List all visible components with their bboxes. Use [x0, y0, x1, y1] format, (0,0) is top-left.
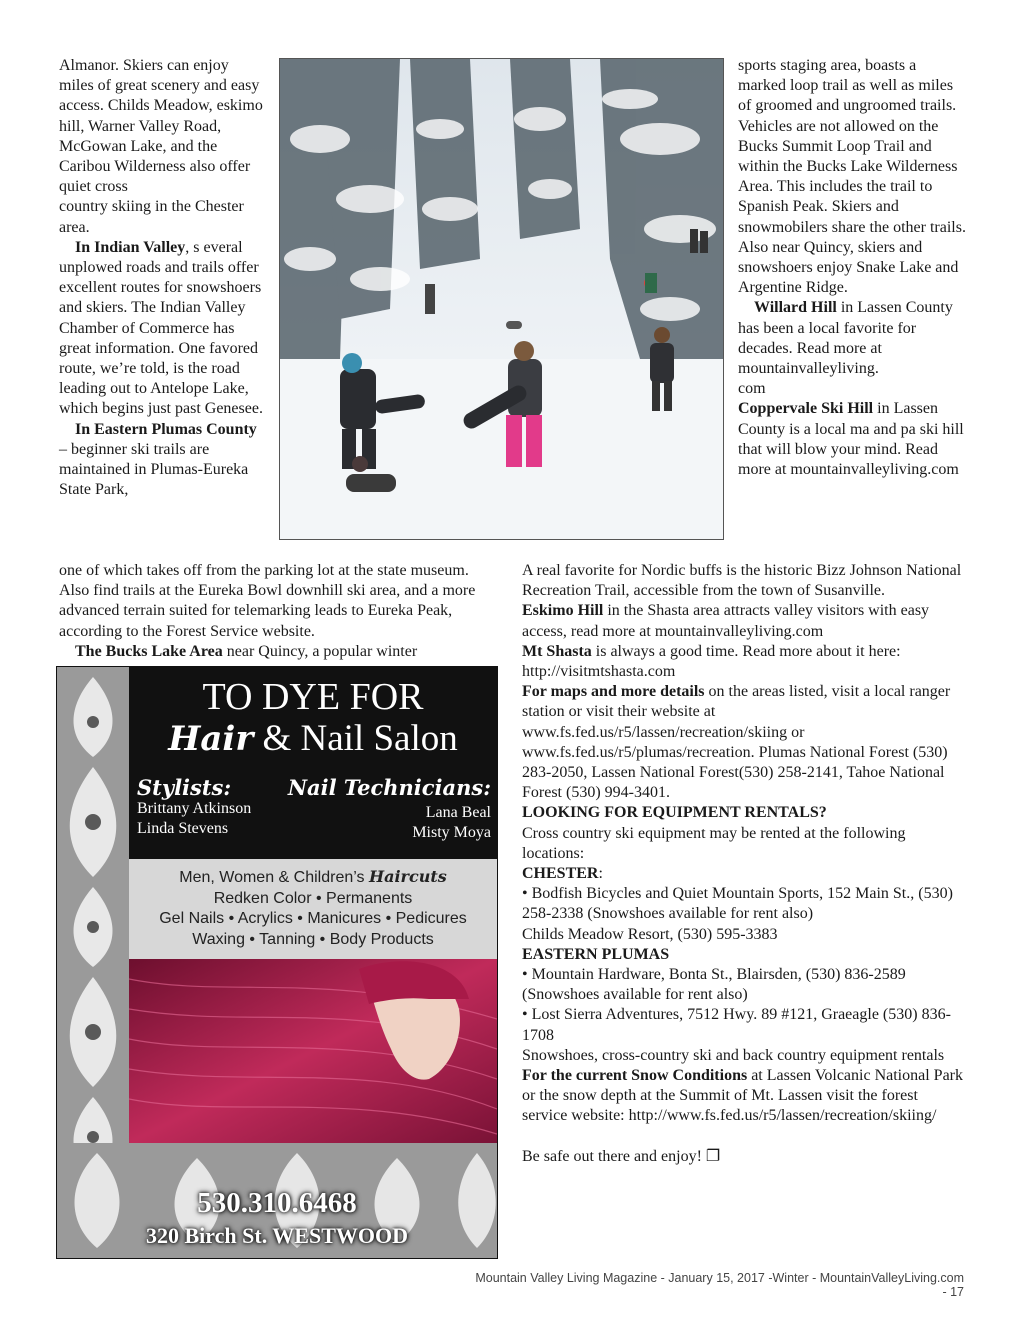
- text-mt-shasta: is always a good time. Read more about it here: http://visitmtshasta.com: [522, 642, 901, 681]
- list-item-chester-2: Childs Meadow Resort, (530) 595-3383: [522, 925, 778, 943]
- paragraph-coppervale: [738, 399, 968, 480]
- page-footer: Mountain Valley Living Magazine - January 15, 2017 -Winter - MountainValleyLiving.com - 17: [475, 1271, 964, 1299]
- ad-services-line2: Redken Color • Permanents: [213, 889, 413, 907]
- list-item-eastern-2: • Lost Sierra Adventures, 7512 Hwy. 89 #121, Graeagle (530) 836-1708: [522, 1006, 951, 1044]
- ad-address: 320 Birch St. WESTWOOD: [145, 1223, 408, 1248]
- text-maps: on the areas listed, visit a local ranger station or visit their website at www.fs.fed.us/r5/lassen/recreation/skiing or www.fs.fed.us/r5/plumas/recreation. Plumas National Forest (530) 283-2050, Lassen National Forest(530) 258-2141, Tahoe National Forest (530) 994-3401.: [522, 683, 951, 802]
- snow-photo-illustration: [280, 59, 723, 539]
- heading-willard-hill: Willard Hill: [754, 299, 837, 317]
- paragraph-eskimo-hill: [522, 601, 967, 641]
- ad-title-line2: [129, 717, 497, 760]
- paragraph-bucks-lake-cont: sports staging area, boasts a marked loop trail as well as miles of groomed and ungroomed trails. Vehicles are not allowed on the Bucks Summit Loop Trail and within the Bucks Lake Wilderness Area. This includes the trail to Spanish Peak. Skiers and snowmobilers share the other trails. Also near Quincy, skiers and snowshoers enjoy Snake Lake and Argentine Ridge.: [738, 57, 966, 297]
- ad-services-line3: Gel Nails • Acrylics • Manicures • Pedicures: [159, 910, 467, 927]
- heading-chester-text: CHESTER: [522, 865, 599, 883]
- paragraph-eastern-plumas-cont: one of which takes off from the parking lot at the state museum. Also find trails at the Eureka Bowl downhill ski area, and a more advanced terrain suited for telemarking leads to Eureka Peak, according to the Forest Service website.: [59, 562, 476, 640]
- heading-chester: [522, 864, 967, 884]
- list-item-eastern-1: • Mountain Hardware, Bonta St., Blairsden, (530) 836-2589 (Snowshoes available for rent also): [522, 966, 906, 1004]
- article-wide-right: [522, 561, 967, 1167]
- text-willard-hill: in Lassen County has been a local favorite for decades. Read more at mountainvalleyliving.: [738, 299, 953, 378]
- paragraph-eastern-plumas: [59, 420, 264, 501]
- text-coppervale: in Lassen County is a local ma and pa ski hill that will blow your mind. Read more at mountainvalleyliving.com: [738, 400, 964, 479]
- article-wide-left: [59, 561, 499, 662]
- ad-nail-label: Nail Technicians:: [287, 775, 491, 800]
- ad-nail-tech-name: Misty Moya: [412, 824, 491, 841]
- spacer: [522, 1127, 967, 1147]
- salon-advertisement: [56, 666, 498, 1259]
- ad-nail-tech-name: Lana Beal: [425, 804, 491, 821]
- ad-services-line4: Waxing • Tanning • Body Products: [192, 930, 434, 948]
- paragraph-indian-valley: [59, 238, 264, 420]
- heading-eastern-plumas-rentals-text: EASTERN PLUMAS: [522, 945, 670, 963]
- list-item-chester-1: • Bodfish Bicycles and Quiet Mountain Sports, 152 Main St., (530) 258-2338 (Snowshoes available for rent also): [522, 885, 953, 923]
- text-bucks-lake: near Quincy, a popular winter: [222, 642, 418, 660]
- paragraph-equipment: Snowshoes, cross-country ski and back country equipment rentals: [522, 1046, 945, 1064]
- paragraph-snow-conditions: [522, 1066, 967, 1127]
- heading-bucks-lake: The Bucks Lake Area: [75, 642, 223, 660]
- heading-eskimo-hill: Eskimo Hill: [522, 602, 604, 620]
- ad-services-box: [129, 859, 497, 959]
- ad-stylists-label: Stylists:: [137, 775, 232, 800]
- paragraph-mt-shasta: [522, 642, 967, 682]
- heading-coppervale: Coppervale Ski Hill: [738, 400, 874, 418]
- heading-eastern-plumas-rentals: [522, 945, 967, 965]
- heading-snow-conditions: For the current Snow Conditions: [522, 1067, 748, 1085]
- paragraph-bizz-johnson: A real favorite for Nordic buffs is the historic Bizz Johnson National Recreation Trail, accessible from the town of Susanville.: [522, 562, 962, 600]
- paragraph-closing: Be safe out there and enjoy! ❐: [522, 1147, 721, 1165]
- paragraph-willard-hill: [738, 298, 968, 399]
- paragraph-rentals-intro: Cross country ski equipment may be rented at the following locations:: [522, 824, 906, 862]
- article-right-column: [738, 56, 968, 480]
- ad-nail-list: [412, 803, 491, 843]
- heading-maps: For maps and more details: [522, 683, 705, 701]
- ad-services-haircuts-script: Haircuts: [368, 867, 447, 886]
- text-snow-conditions: at Lassen Volcanic National Park or the snow depth at the Summit of Mt. Lassen visit the forest service website: http://www.fs.fed.us/r5/lassen/recreation/skiing/: [522, 1067, 963, 1125]
- text-indian-valley: , s everal unplowed roads and trails offer excellent routes for snowshoers and skiers. The Indian Valley Chamber of Commerce has great information. One favored route, we’re told, is the road leading out to Antelope Lake, which begins just past Genesee.: [59, 238, 263, 418]
- text-willard-hill-end: com: [738, 380, 766, 398]
- ad-phone: 530.310.6468: [197, 1187, 357, 1219]
- paragraph-almanor: Almanor. Skiers can enjoy miles of great scenery and easy access. Childs Meadow, eskimo hill, Warner Valley Road, McGowan Lake, and the Caribou Wilderness also offer quiet cross: [59, 57, 263, 196]
- ad-services-line1: [129, 867, 497, 889]
- ad-services-haircuts-pre: Men, Women & Children’s: [179, 869, 365, 886]
- paragraph-bucks-lake: [59, 642, 499, 662]
- heading-rentals: [522, 803, 967, 823]
- ad-title-line1: TO DYE FOR: [202, 676, 424, 718]
- heading-chester-colon: :: [598, 865, 603, 883]
- ad-title-nail-salon: & Nail Salon: [262, 718, 458, 759]
- paragraph-maps: [522, 682, 967, 803]
- ad-stylist-name: Linda Stevens: [137, 820, 229, 837]
- ad-title-script-hair: Hair: [168, 719, 254, 759]
- article-left-column: [59, 56, 264, 500]
- text-eastern-plumas: – beginner ski trails are maintained in Plumas-Eureka State Park,: [59, 440, 249, 499]
- ad-hair-model-image: [129, 959, 497, 1143]
- heading-rentals-text: LOOKING FOR EQUIPMENT RENTALS?: [522, 804, 827, 822]
- paragraph-chester: country skiing in the Chester area.: [59, 198, 244, 236]
- text-eskimo-hill: in the Shasta area attracts valley visitors with easy access, read more at mountainvalleyliving.com: [522, 602, 930, 640]
- heading-indian-valley: In Indian Valley: [75, 238, 186, 256]
- ad-stylist-name: Brittany Atkinson: [137, 800, 252, 817]
- snow-hill-photo: [279, 58, 724, 540]
- ad-stylists-list: [137, 799, 251, 839]
- heading-mt-shasta: Mt Shasta: [522, 642, 592, 660]
- heading-eastern-plumas: In Eastern Plumas County: [75, 420, 257, 438]
